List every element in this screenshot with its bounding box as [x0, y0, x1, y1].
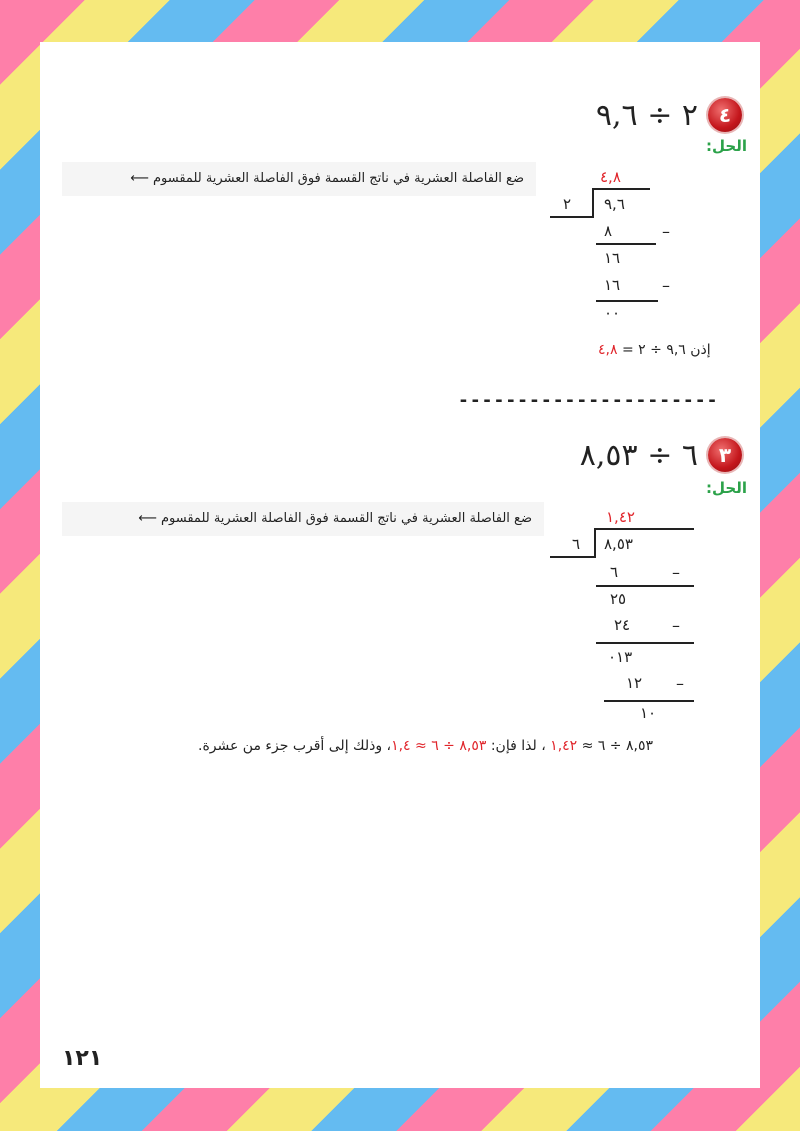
dividend: ٩,٦ [604, 195, 625, 213]
conclusion-text: ، لذا فإن: [486, 738, 551, 754]
solution-label: الحل: [706, 479, 747, 497]
step-product-2: ٢٤ [614, 616, 631, 634]
minus-sign: – [662, 222, 670, 241]
step-line [596, 243, 656, 245]
conclusion-rounded-value: ١,٤٢ [550, 738, 578, 754]
step-line [596, 585, 694, 587]
division-bar [596, 528, 694, 530]
divisor-underline [550, 556, 596, 558]
final-remainder: ٠٠ [604, 304, 621, 322]
divisor-underline [550, 216, 594, 218]
step-remainder-2: ٠١٣ [608, 648, 633, 666]
division-bar [594, 188, 650, 190]
solution-label: الحل: [706, 137, 747, 155]
conclusion [198, 738, 653, 754]
conclusion-answer: ٤,٨ [598, 342, 618, 358]
step-product-1: ٦ [610, 563, 619, 581]
division-bracket [594, 528, 596, 558]
quotient: ١,٤٢ [606, 508, 635, 526]
page-sheet [40, 42, 760, 1088]
problem-3-header [560, 432, 742, 478]
problem-number-badge: ٤ [708, 98, 742, 132]
dividend: ٨,٥٣ [604, 535, 633, 553]
step-product-1: ٨ [604, 222, 613, 240]
step-product-2: ١٦ [604, 276, 621, 294]
step-line [596, 642, 694, 644]
problem-number-badge: ٣ [708, 438, 742, 472]
minus-sign: – [672, 563, 680, 582]
divisor: ٢ [563, 195, 572, 213]
conclusion-text: إذن ٩,٦ ÷ ٢ = [617, 342, 711, 358]
step-product-3: ١٢ [626, 674, 643, 692]
divisor: ٦ [572, 535, 581, 553]
section-separator: ---------------------- [458, 390, 719, 411]
conclusion-text: ٨,٥٣ ÷ ٦ ≈ [577, 738, 654, 754]
minus-sign: – [676, 674, 684, 693]
minus-sign: – [672, 616, 680, 635]
problem-4-header [572, 92, 742, 138]
conclusion-answer: ٨,٥٣ ÷ ٦ ≈ ١,٤ [391, 738, 487, 754]
division-bracket [592, 188, 594, 218]
decimal-point-note: ضع الفاصلة العشرية في ناتج القسمة فوق الفاصلة العشرية للمقسوم ⟵ [62, 502, 544, 536]
problem-expression: ٦ ÷ ٨,٥٣ [579, 437, 698, 473]
decimal-point-note: ضع الفاصلة العشرية في ناتج القسمة فوق الفاصلة العشرية للمقسوم ⟵ [62, 162, 536, 196]
step-remainder-1: ١٦ [604, 249, 621, 267]
quotient: ٤,٨ [600, 168, 621, 186]
final-remainder: ١٠ [640, 704, 657, 722]
step-remainder-1: ٢٥ [610, 590, 627, 608]
conclusion-text: ، وذلك إلى أقرب جزء من عشرة. [198, 738, 392, 754]
step-line [604, 700, 694, 702]
step-line [596, 300, 658, 302]
page-number: ١٢١ [62, 1046, 103, 1071]
conclusion [598, 342, 711, 358]
minus-sign: – [662, 276, 670, 295]
problem-expression: ٢ ÷ ٩,٦ [595, 97, 698, 133]
